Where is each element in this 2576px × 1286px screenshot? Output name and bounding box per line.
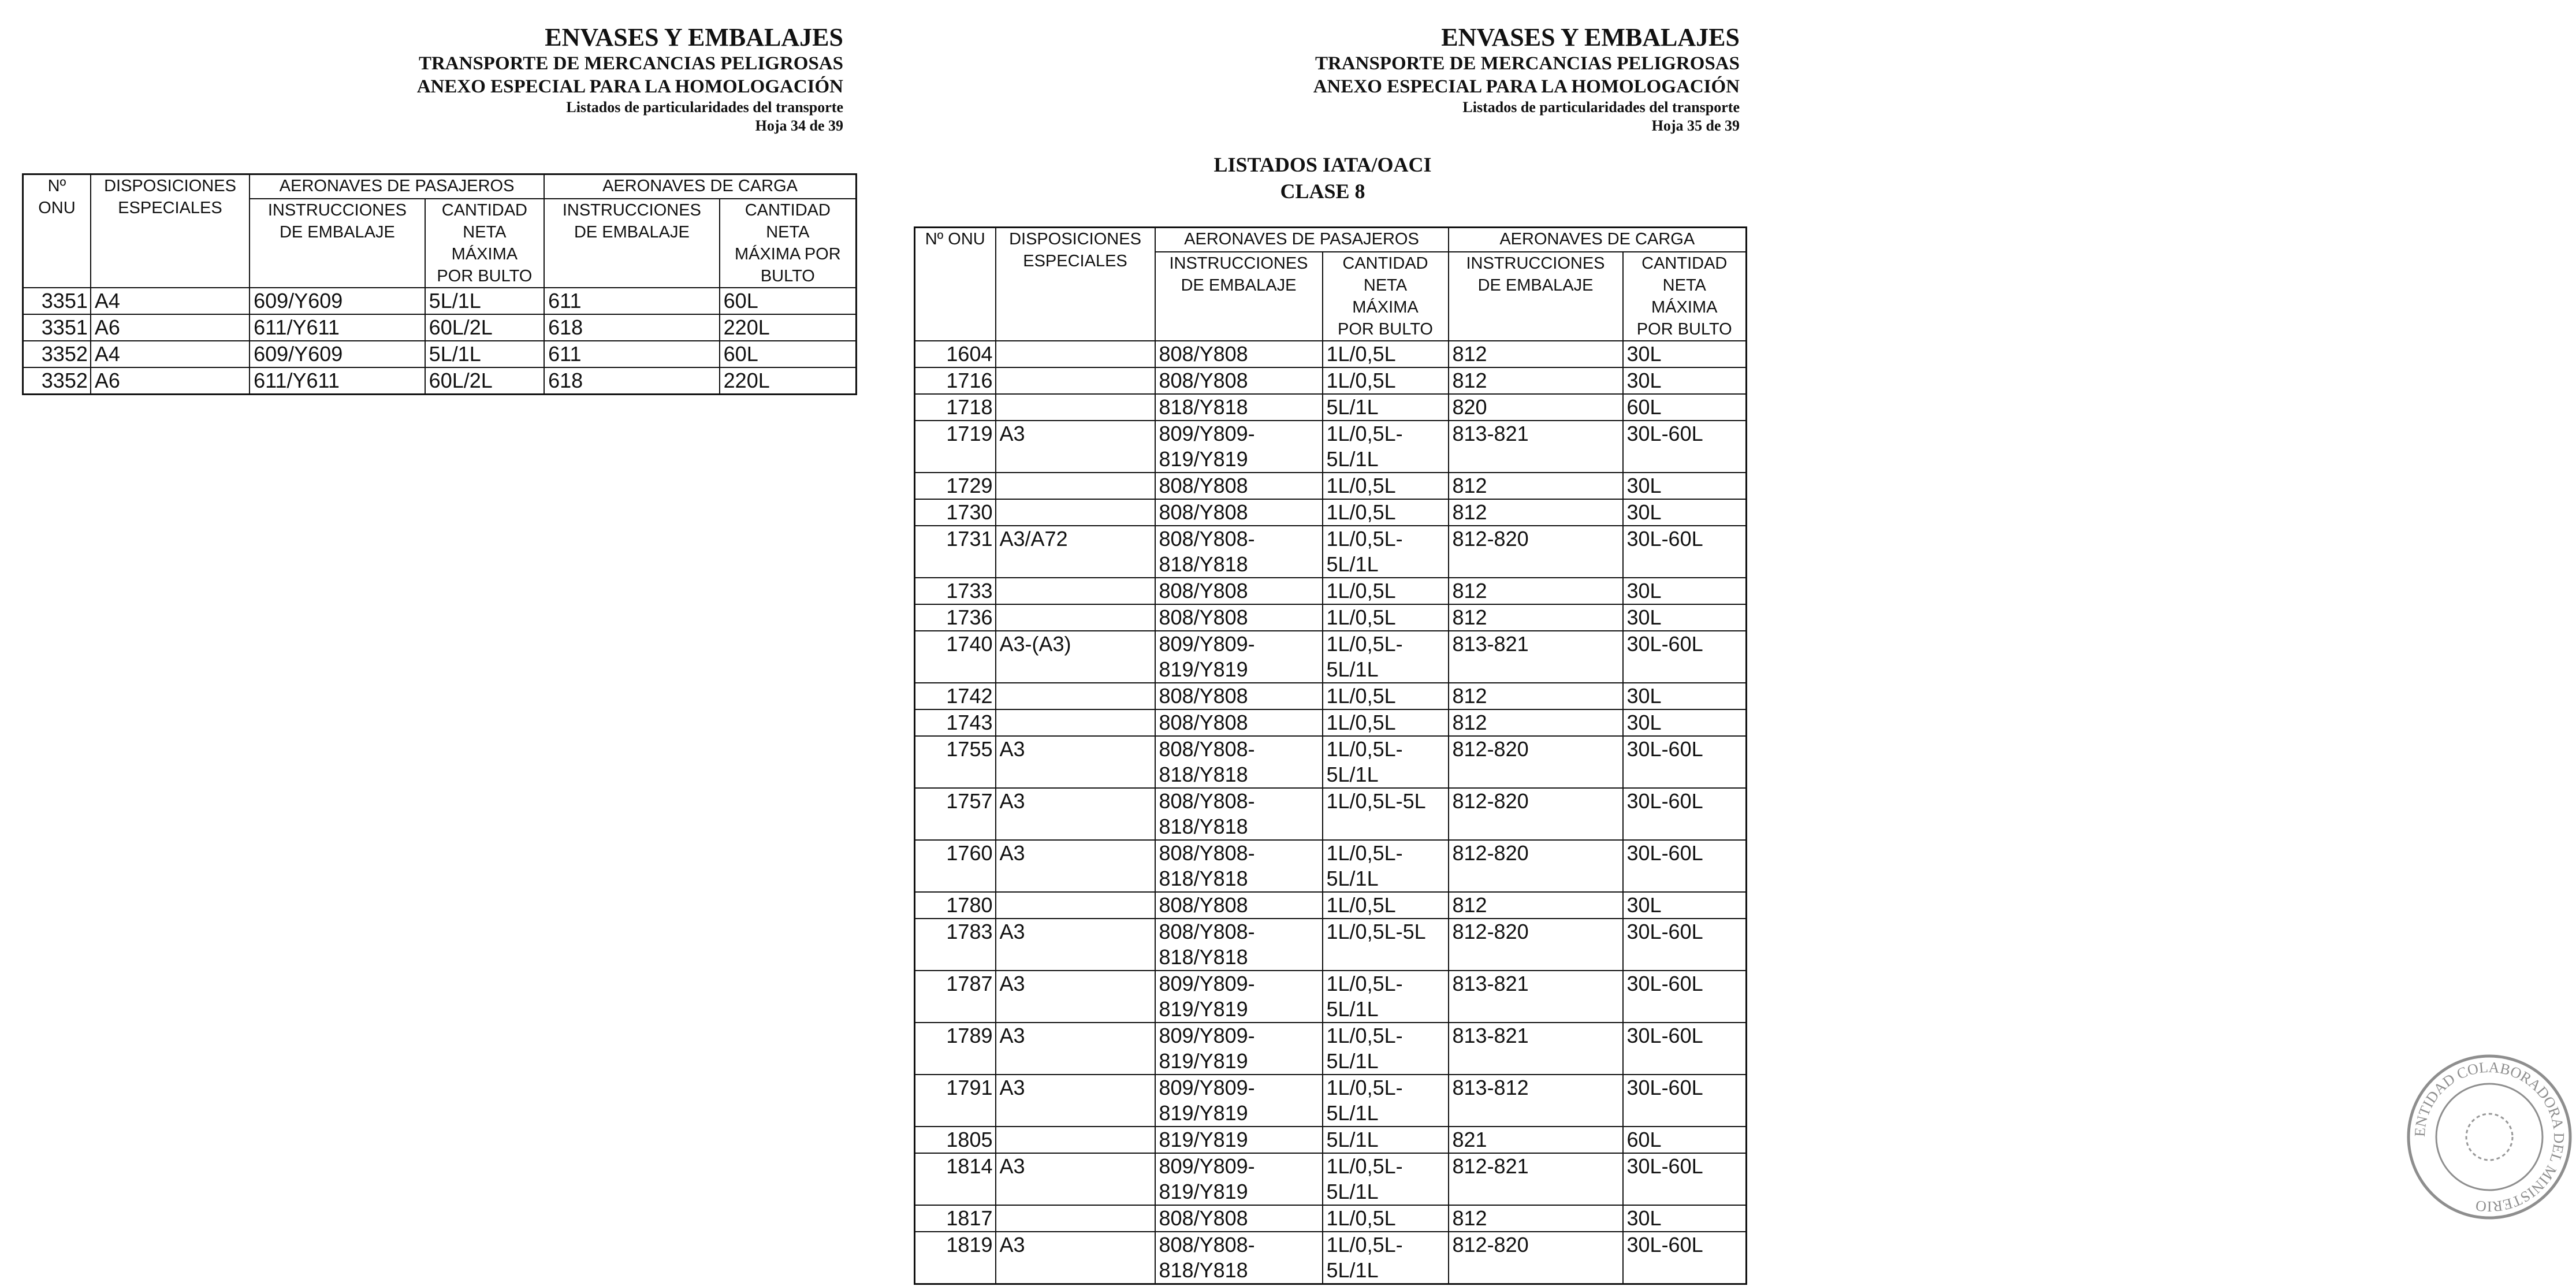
disposiciones-cell: A4 [91,288,250,314]
cantidad-carga-cell: 30L [1623,367,1747,394]
instrucciones-carga-cell: 812 [1449,499,1623,526]
subtitle-line-2: CLASE 8 [1280,180,1365,203]
instrucciones-pasajeros-cell: 808/Y808 [1155,604,1323,631]
table-row [915,971,1747,1023]
col-header-disposiciones: DISPOSICIONES ESPECIALES [996,228,1155,341]
table-row [915,473,1747,499]
list-subtitle [1201,151,1444,205]
instrucciones-pasajeros-cell: 819/Y819 [1155,1127,1323,1153]
onu-cell: 1817 [915,1205,996,1232]
onu-cell: 1814 [915,1153,996,1205]
stamp-text: ENTIDAD COLABORADORA DEL MINISTERIO [2411,1058,2568,1216]
instrucciones-carga-cell: 812-820 [1449,736,1623,788]
cantidad-pasajeros-cell: 1L/0,5L-5L [1323,919,1449,971]
instrucciones-carga-cell: 812-821 [1449,1153,1623,1205]
cantidad-pasajeros-cell: 60L/2L [425,367,544,395]
instrucciones-pasajeros-cell: 808/Y808 [1155,683,1323,709]
disposiciones-cell: A3 [996,971,1155,1023]
instrucciones-pasajeros-cell: 808/Y808 [1155,709,1323,736]
table-row [915,421,1747,473]
table-row [915,631,1747,683]
cantidad-pasajeros-cell: 5L/1L [425,341,544,367]
table-row [915,341,1747,367]
instrucciones-pasajeros-cell: 808/Y808- 818/Y818 [1155,1232,1323,1284]
cantidad-carga-cell: 60L [1623,1127,1747,1153]
page-34 [0,0,878,1286]
col-header-instrucciones-carga: INSTRUCCIONES DE EMBALAJE [544,199,720,288]
instrucciones-pasajeros-cell: 609/Y609 [250,288,425,314]
col-header-cantidad-carga: CANTIDAD NETA MÁXIMA POR BULTO [720,199,857,288]
table-row [23,314,857,341]
onu-cell: 1743 [915,709,996,736]
instrucciones-pasajeros-cell: 808/Y808 [1155,892,1323,919]
cantidad-pasajeros-cell: 1L/0,5L [1323,499,1449,526]
instrucciones-carga-cell: 813-821 [1449,1023,1623,1075]
cantidad-carga-cell: 30L-60L [1623,631,1747,683]
cantidad-pasajeros-cell: 1L/0,5L-5L [1323,788,1449,840]
table-row [915,919,1747,971]
cantidad-carga-cell: 30L-60L [1623,1232,1747,1284]
onu-cell: 1718 [915,394,996,421]
cantidad-pasajeros-cell: 1L/0,5L- 5L/1L [1323,840,1449,892]
cantidad-pasajeros-cell: 1L/0,5L [1323,473,1449,499]
onu-cell: 1719 [915,421,996,473]
onu-cell: 1730 [915,499,996,526]
onu-cell: 1760 [915,840,996,892]
cantidad-pasajeros-cell: 1L/0,5L- 5L/1L [1323,1075,1449,1127]
instrucciones-pasajeros-cell: 809/Y809- 819/Y819 [1155,1153,1323,1205]
cantidad-pasajeros-cell: 5L/1L [1323,394,1449,421]
table-row [915,1232,1747,1284]
disposiciones-cell: A3 [996,1023,1155,1075]
table-row [915,526,1747,578]
col-header-pasajeros: AERONAVES DE PASAJEROS [1155,228,1449,252]
cantidad-carga-cell: 30L-60L [1623,421,1747,473]
instrucciones-carga-cell: 812-820 [1449,1232,1623,1284]
cantidad-pasajeros-cell: 1L/0,5L [1323,683,1449,709]
table-row [915,788,1747,840]
col-header-cantidad-pasajeros: CANTIDAD NETA MÁXIMA POR BULTO [1323,252,1449,341]
disposiciones-cell: A6 [91,314,250,341]
cantidad-pasajeros-cell: 1L/0,5L- 5L/1L [1323,526,1449,578]
disposiciones-cell [996,1127,1155,1153]
instrucciones-carga-cell: 812 [1449,473,1623,499]
onu-cell: 1731 [915,526,996,578]
onu-cell: 1783 [915,919,996,971]
instrucciones-pasajeros-cell: 808/Y808 [1155,473,1323,499]
instrucciones-pasajeros-cell: 808/Y808- 818/Y818 [1155,788,1323,840]
col-header-cantidad-carga: CANTIDAD NETA MÁXIMA POR BULTO [1623,252,1747,341]
disposiciones-cell [996,499,1155,526]
disposiciones-cell [996,1205,1155,1232]
cantidad-carga-cell: 220L [720,367,857,395]
onu-cell: 1716 [915,367,996,394]
sheet-number: Hoja 35 de 39 [1651,117,1740,134]
instrucciones-pasajeros-cell: 808/Y808 [1155,1205,1323,1232]
page-35 [889,0,2568,1286]
instrucciones-carga-cell: 813-821 [1449,631,1623,683]
onu-cell: 1755 [915,736,996,788]
disposiciones-cell: A3 [996,736,1155,788]
header-title: ENVASES Y EMBALAJES [1441,23,1740,51]
instrucciones-carga-cell: 812 [1449,604,1623,631]
cantidad-carga-cell: 30L-60L [1623,919,1747,971]
table-row [915,1023,1747,1075]
instrucciones-carga-cell: 812-820 [1449,788,1623,840]
cantidad-pasajeros-cell: 1L/0,5L [1323,604,1449,631]
instrucciones-pasajeros-cell: 809/Y809- 819/Y819 [1155,631,1323,683]
instrucciones-pasajeros-cell: 809/Y809- 819/Y819 [1155,971,1323,1023]
table-row [915,709,1747,736]
header-line-2: ANEXO ESPECIAL PARA LA HOMOLOGACIÓN [1313,76,1740,97]
table-row [23,367,857,395]
disposiciones-cell [996,473,1155,499]
col-header-instrucciones-pasajeros: INSTRUCCIONES DE EMBALAJE [250,199,425,288]
header-line-1: TRANSPORTE DE MERCANCIAS PELIGROSAS [1315,53,1740,74]
col-header-cantidad-pasajeros: CANTIDAD NETA MÁXIMA POR BULTO [425,199,544,288]
header-line-1: TRANSPORTE DE MERCANCIAS PELIGROSAS [418,53,843,74]
cantidad-pasajeros-cell: 5L/1L [425,288,544,314]
instrucciones-carga-cell: 812-820 [1449,919,1623,971]
onu-cell: 1742 [915,683,996,709]
cantidad-pasajeros-cell: 1L/0,5L- 5L/1L [1323,421,1449,473]
table-row [915,499,1747,526]
instrucciones-carga-cell: 611 [544,341,720,367]
cantidad-carga-cell: 30L-60L [1623,736,1747,788]
onu-cell: 1791 [915,1075,996,1127]
instrucciones-carga-cell: 618 [544,367,720,395]
onu-cell: 1740 [915,631,996,683]
disposiciones-cell [996,683,1155,709]
svg-text:ENTIDAD COLABORADORA DEL MINIS [2411,1059,2567,1215]
onu-cell: 1780 [915,892,996,919]
cantidad-pasajeros-cell: 5L/1L [1323,1127,1449,1153]
cantidad-carga-cell: 30L-60L [1623,1075,1747,1127]
onu-cell: 1789 [915,1023,996,1075]
disposiciones-cell: A3-(A3) [996,631,1155,683]
onu-cell: 3352 [23,341,91,367]
cantidad-pasajeros-cell: 1L/0,5L- 5L/1L [1323,736,1449,788]
header-line-2: ANEXO ESPECIAL PARA LA HOMOLOGACIÓN [416,76,843,97]
cantidad-carga-cell: 30L [1623,709,1747,736]
cantidad-carga-cell: 30L [1623,578,1747,604]
cantidad-pasajeros-cell: 1L/0,5L- 5L/1L [1323,1023,1449,1075]
cantidad-carga-cell: 30L [1623,341,1747,367]
subtitle-line-1: LISTADOS IATA/OACI [1213,153,1432,176]
onu-cell: 1787 [915,971,996,1023]
table-row [915,394,1747,421]
cantidad-carga-cell: 30L [1623,1205,1747,1232]
disposiciones-cell: A3 [996,840,1155,892]
instrucciones-carga-cell: 813-821 [1449,421,1623,473]
col-header-instrucciones-pasajeros: INSTRUCCIONES DE EMBALAJE [1155,252,1323,341]
onu-cell: 1733 [915,578,996,604]
instrucciones-pasajeros-cell: 809/Y809- 819/Y819 [1155,421,1323,473]
cantidad-carga-cell: 30L [1623,683,1747,709]
cantidad-carga-cell: 30L [1623,499,1747,526]
disposiciones-cell: A3 [996,1232,1155,1284]
table-row [23,288,857,314]
cantidad-carga-cell: 60L [720,341,857,367]
cantidad-carga-cell: 30L-60L [1623,971,1747,1023]
col-header-instrucciones-carga: INSTRUCCIONES DE EMBALAJE [1449,252,1623,341]
onu-cell: 3352 [23,367,91,395]
cantidad-carga-cell: 30L [1623,892,1747,919]
cantidad-carga-cell: 60L [1623,394,1747,421]
instrucciones-carga-cell: 812 [1449,683,1623,709]
table-row [23,341,857,367]
instrucciones-pasajeros-cell: 808/Y808 [1155,578,1323,604]
col-header-carga: AERONAVES DE CARGA [544,174,856,199]
table-row [915,1127,1747,1153]
col-header-onu: Nº ONU [915,228,996,341]
disposiciones-cell: A3 [996,919,1155,971]
table-row [915,1075,1747,1127]
instrucciones-pasajeros-cell: 808/Y808 [1155,367,1323,394]
cantidad-pasajeros-cell: 1L/0,5L [1323,367,1449,394]
instrucciones-carga-cell: 812-820 [1449,526,1623,578]
table-row [915,367,1747,394]
instrucciones-carga-cell: 812-820 [1449,840,1623,892]
instrucciones-pasajeros-cell: 808/Y808- 818/Y818 [1155,736,1323,788]
cantidad-pasajeros-cell: 1L/0,5L [1323,578,1449,604]
cantidad-pasajeros-cell: 1L/0,5L- 5L/1L [1323,971,1449,1023]
cantidad-pasajeros-cell: 1L/0,5L- 5L/1L [1323,631,1449,683]
disposiciones-cell [996,604,1155,631]
instrucciones-pasajeros-cell: 808/Y808 [1155,499,1323,526]
cantidad-pasajeros-cell: 1L/0,5L- 5L/1L [1323,1232,1449,1284]
cantidad-pasajeros-cell: 1L/0,5L [1323,892,1449,919]
instrucciones-carga-cell: 813-812 [1449,1075,1623,1127]
cantidad-carga-cell: 30L-60L [1623,840,1747,892]
cantidad-carga-cell: 30L-60L [1623,1023,1747,1075]
cantidad-carga-cell: 220L [720,314,857,341]
table-row [915,1153,1747,1205]
instrucciones-carga-cell: 812 [1449,709,1623,736]
table-row [915,736,1747,788]
cantidad-pasajeros-cell: 1L/0,5L- 5L/1L [1323,1153,1449,1205]
onu-cell: 1805 [915,1127,996,1153]
instrucciones-carga-cell: 611 [544,288,720,314]
official-stamp-icon [2403,1050,2576,1224]
disposiciones-cell [996,892,1155,919]
cantidad-pasajeros-cell: 1L/0,5L [1323,1205,1449,1232]
instrucciones-pasajeros-cell: 808/Y808- 818/Y818 [1155,919,1323,971]
disposiciones-cell [996,394,1155,421]
onu-cell: 1757 [915,788,996,840]
cantidad-carga-cell: 30L [1623,473,1747,499]
disposiciones-cell: A3 [996,1075,1155,1127]
disposiciones-cell [996,367,1155,394]
instrucciones-carga-cell: 812 [1449,1205,1623,1232]
disposiciones-cell: A3 [996,788,1155,840]
onu-cell: 1819 [915,1232,996,1284]
col-header-pasajeros: AERONAVES DE PASAJEROS [250,174,544,199]
table-row [915,840,1747,892]
instrucciones-pasajeros-cell: 808/Y808 [1155,341,1323,367]
cantidad-carga-cell: 30L-60L [1623,526,1747,578]
disposiciones-cell: A6 [91,367,250,395]
instrucciones-carga-cell: 618 [544,314,720,341]
table-row [915,604,1747,631]
disposiciones-cell: A3 [996,421,1155,473]
disposiciones-cell: A4 [91,341,250,367]
instrucciones-carga-cell: 812 [1449,367,1623,394]
onu-cell: 3351 [23,314,91,341]
instrucciones-carga-cell: 812 [1449,341,1623,367]
onu-cell: 1736 [915,604,996,631]
disposiciones-cell [996,578,1155,604]
instrucciones-carga-cell: 820 [1449,394,1623,421]
instrucciones-pasajeros-cell: 809/Y809- 819/Y819 [1155,1023,1323,1075]
disposiciones-cell: A3 [996,1153,1155,1205]
instrucciones-pasajeros-cell: 611/Y611 [250,314,425,341]
page-header [417,23,843,135]
instrucciones-pasajeros-cell: 818/Y818 [1155,394,1323,421]
header-line-3: Listados de particularidades del transporte [566,99,843,116]
table-row [915,683,1747,709]
col-header-disposiciones: DISPOSICIONES ESPECIALES [91,174,250,288]
onu-cell: 1604 [915,341,996,367]
cantidad-carga-cell: 30L [1623,604,1747,631]
onu-cell: 3351 [23,288,91,314]
table-row [915,892,1747,919]
instrucciones-carga-cell: 812 [1449,578,1623,604]
disposiciones-cell [996,341,1155,367]
instrucciones-pasajeros-cell: 808/Y808- 818/Y818 [1155,526,1323,578]
instrucciones-carga-cell: 813-821 [1449,971,1623,1023]
packaging-table [914,226,1747,1285]
instrucciones-pasajeros-cell: 809/Y809- 819/Y819 [1155,1075,1323,1127]
cantidad-pasajeros-cell: 1L/0,5L [1323,341,1449,367]
cantidad-pasajeros-cell: 60L/2L [425,314,544,341]
instrucciones-carga-cell: 812 [1449,892,1623,919]
page-header [1313,23,1740,135]
instrucciones-pasajeros-cell: 808/Y808- 818/Y818 [1155,840,1323,892]
instrucciones-pasajeros-cell: 611/Y611 [250,367,425,395]
onu-cell: 1729 [915,473,996,499]
sheet-number: Hoja 34 de 39 [755,117,843,134]
cantidad-carga-cell: 30L-60L [1623,788,1747,840]
col-header-onu: Nº ONU [23,174,91,288]
disposiciones-cell: A3/A72 [996,526,1155,578]
table-row [915,1205,1747,1232]
header-title: ENVASES Y EMBALAJES [545,23,843,51]
packaging-table [22,173,857,395]
instrucciones-pasajeros-cell: 609/Y609 [250,341,425,367]
disposiciones-cell [996,709,1155,736]
instrucciones-carga-cell: 821 [1449,1127,1623,1153]
cantidad-pasajeros-cell: 1L/0,5L [1323,709,1449,736]
col-header-carga: AERONAVES DE CARGA [1449,228,1747,252]
cantidad-carga-cell: 60L [720,288,857,314]
header-line-3: Listados de particularidades del transporte [1462,99,1740,116]
cantidad-carga-cell: 30L-60L [1623,1153,1747,1205]
table-row [915,578,1747,604]
